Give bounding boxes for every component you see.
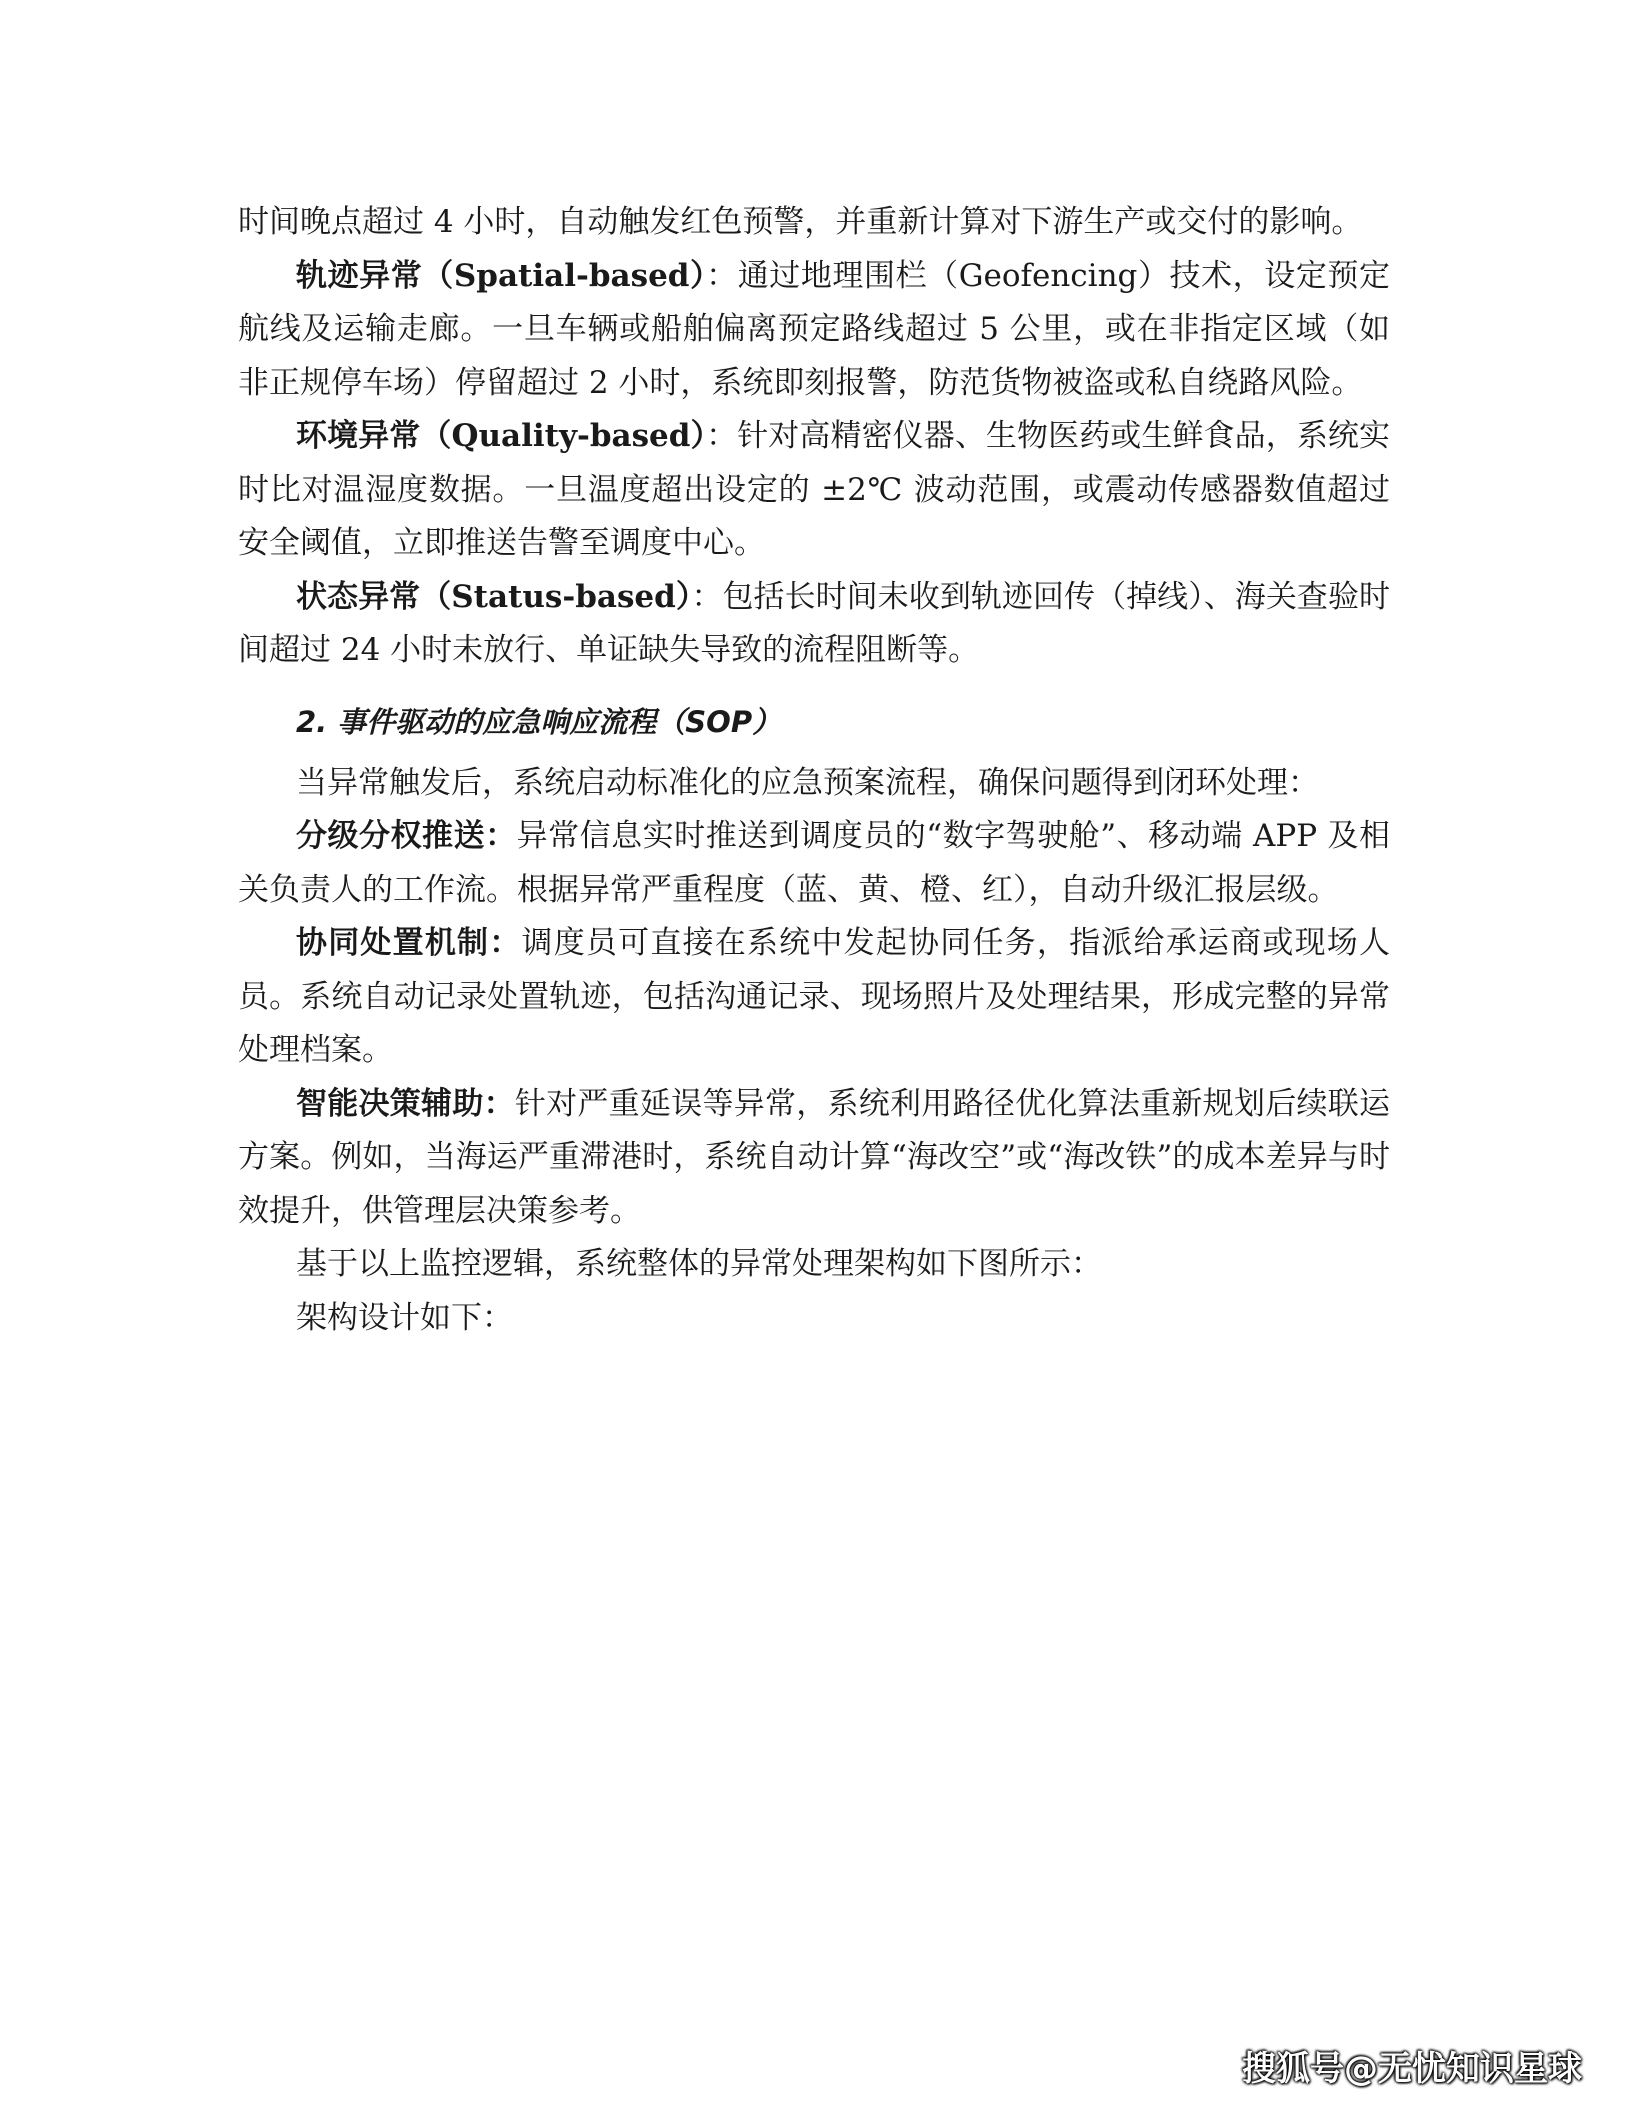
section-heading-sop: 2. 事件驱动的应急响应流程（SOP） [296, 704, 782, 739]
term-status-anomaly: 状态异常（Status-based） [296, 578, 692, 615]
paragraph-status-anomaly [238, 571, 1390, 678]
watermark: 搜狐号@无忧知识星球 [1242, 2049, 1582, 2089]
paragraph-time-anomaly-continuation [238, 196, 1390, 250]
paragraph-spatial-anomaly [238, 250, 1390, 411]
paragraph-text: 架构设计如下： [296, 1299, 513, 1336]
paragraph-architecture-lead [238, 1238, 1390, 1292]
paragraph-text: 时间晚点超过 4 小时，自动触发红色预警，并重新计算对下游生产或交付的影响。 [238, 204, 1363, 240]
document-body [238, 196, 1390, 1345]
term-quality-anomaly: 环境异常（Quality-based） [296, 418, 707, 454]
term-spatial-anomaly: 轨迹异常（Spatial-based） [296, 257, 707, 294]
paragraph-quality-anomaly [238, 410, 1390, 571]
paragraph-sop-intro [238, 757, 1390, 811]
paragraph-text: 基于以上监控逻辑，系统整体的异常处理架构如下图所示： [296, 1246, 1102, 1282]
paragraph-collaborative-handling [238, 917, 1390, 1078]
paragraph-tiered-push [238, 810, 1390, 917]
paragraph-text: 异常信息实时推送到调度员的“数字驾驶舱”、移动端 APP 及相关负责人的工作流。根据异常严重程度（蓝、黄、橙、红），自动升级汇报层级。 [238, 818, 1390, 908]
paragraph-text: ：通过地理围栏（Geofencing）技术，设定预定航线及运输走廊。一旦车辆或船舶偏离预定路线超过 5 公里，或在非指定区域（如非正规停车场）停留超过 2 小时，系统即刻报警，防范货物被盗或私自绕路风险。 [238, 257, 1390, 401]
paragraph-text: 针对严重延误等异常，系统利用路径优化算法重新规划后续联运方案。例如，当海运严重滞港时，系统自动计算“海改空”或“海改铁”的成本差异与时效提升，供管理层决策参考。 [238, 1085, 1391, 1229]
paragraph-decision-support [238, 1078, 1390, 1239]
term-collaborative-handling: 协同处置机制： [296, 925, 522, 961]
paragraph-text: 调度员可直接在系统中发起协同任务，指派给承运商或现场人员。系统自动记录处置轨迹，包括沟通记录、现场照片及处理结果，形成完整的异常处理档案。 [238, 925, 1390, 1068]
paragraph-text: ：针对高精密仪器、生物医药或生鲜食品，系统实时比对温湿度数据。一旦温度超出设定的 ±2℃ 波动范围，或震动传感器数值超过安全阈值，立即推送告警至调度中心。 [238, 418, 1390, 561]
term-decision-support: 智能决策辅助： [296, 1085, 515, 1122]
paragraph-text: ：包括长时间未收到轨迹回传（掉线）、海关查验时间超过 24 小时未放行、单证缺失导致的流程阻断等。 [238, 578, 1391, 668]
paragraph-text: 当异常触发后，系统启动标准化的应急预案流程，确保问题得到闭环处理： [296, 764, 1319, 801]
paragraph-architecture-design [238, 1292, 1390, 1346]
term-tiered-push: 分级分权推送： [296, 818, 517, 854]
